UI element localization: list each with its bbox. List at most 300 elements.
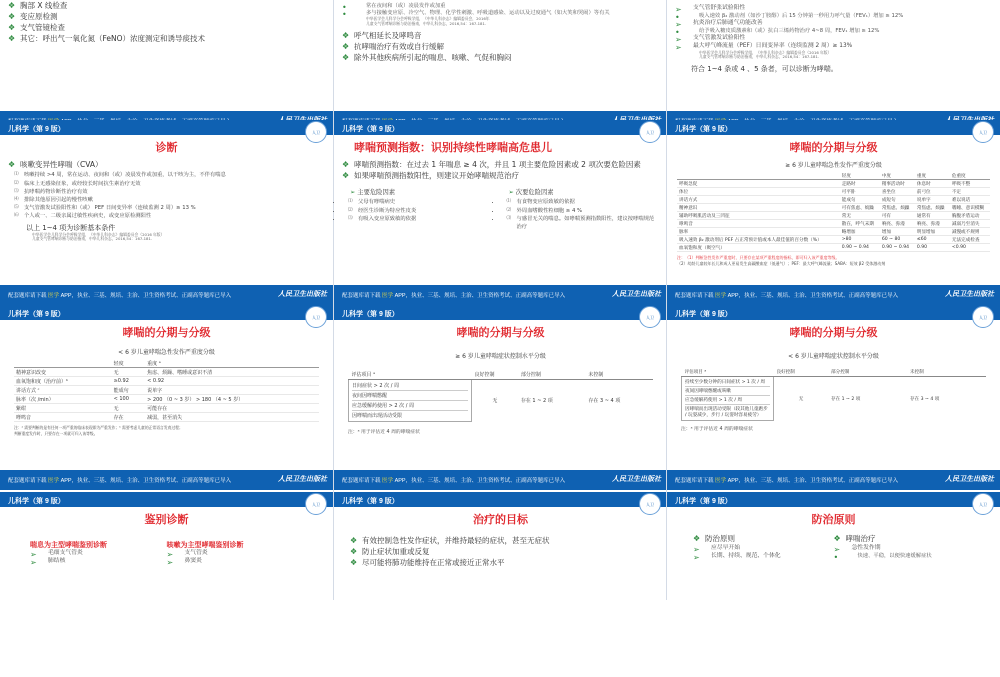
table-cell: 0.90 — [915, 244, 950, 252]
bullet-icon: ➢ — [675, 19, 682, 29]
footer-suffix: APP，执业、三基、规培、主治、卫生资格考试、正副高等题库已导入 — [60, 478, 232, 484]
table-cell: ≤60 — [915, 236, 950, 244]
footer-highlight-link[interactable]: 医学 — [48, 478, 60, 484]
table-row — [677, 236, 990, 244]
list-item: ➢ 鼻窦炎 — [166, 558, 202, 567]
uncontrolled-cell: 存在 3 ~ 4 项 — [588, 398, 621, 405]
citation-note: 儿童支气管哮喘诊断与防治指南，中华儿科杂志，2016,54：167-181. — [699, 54, 820, 60]
table-footnote: （2）幼龄儿童较年长儿和成人更易发生高碳酸血症（低通气）；PEF：最大呼气峰流量；SABA：短效 β2 受体激动剂 — [677, 261, 886, 267]
table-cell: 可有焦虑、烦躁 — [840, 204, 880, 212]
table-cell: 脉率 — [677, 228, 840, 236]
table-cell: 说单字 — [145, 386, 319, 395]
citation-note: 儿童支气管哮喘诊断与防治指南，中华儿科杂志，2016,54：167-181. — [32, 236, 153, 242]
course-header: 儿科学（第 9 版） — [334, 492, 667, 507]
list-item: ➢ 长期、持续、规范、个体化 — [693, 553, 781, 563]
table-header-row — [677, 172, 990, 180]
citation-note: 中华医学会儿科学分会呼吸学组，《中华儿科杂志》编辑委员会（2016 年版） — [699, 49, 832, 55]
col-header: 良好控制 — [471, 370, 517, 380]
table-cell: 血氧饱和度（治疗前）ᵇ — [14, 377, 112, 386]
footer-suffix: APP，执业、三基、规培、主治、卫生资格考试、正副高等题库已导入 — [394, 293, 566, 299]
principle-right — [834, 534, 975, 561]
slide-9[interactable] — [666, 305, 999, 492]
bullet-icon: ❖ — [350, 558, 358, 568]
bullet-icon: ❖ — [350, 536, 358, 546]
goal-list — [350, 536, 651, 568]
table-cell: ≥0.92 — [112, 377, 146, 386]
list-item: ➢ 毛细支气管炎 — [30, 550, 83, 560]
bullet-icon: • — [675, 27, 680, 37]
footer-bar — [0, 470, 333, 490]
table-cell: 60 ~ 80 — [880, 236, 915, 244]
bullet-icon: ❖ — [8, 23, 16, 33]
bullet-icon: ❖ — [342, 171, 350, 181]
publisher-logo: 人民卫生出版社 — [612, 291, 661, 298]
slide-12[interactable] — [666, 492, 999, 600]
bullet-icon: ➢ — [508, 189, 516, 197]
footer-highlight-link[interactable]: 医学 — [715, 293, 727, 299]
bullet-icon: ➢ — [350, 189, 358, 197]
list-item: • ⑵ 外周血嗜酸性粒细胞 ≥ 4 % — [501, 207, 660, 215]
col-header: 轻度 — [840, 172, 880, 180]
table-cell: 略增加 — [840, 228, 880, 236]
publisher-badge-icon: 人卫 — [639, 493, 661, 515]
table-cell: 哮鸣音 — [677, 220, 840, 228]
minor-risk-list — [501, 198, 660, 231]
slide-body — [334, 0, 667, 111]
sub-item: ➢ 急性发作期 — [833, 545, 881, 555]
footer-bar — [667, 470, 1000, 490]
sub-detail: • 快速、平稳，以便快速缓解症状 — [833, 553, 932, 563]
table-cell: 不定 — [950, 188, 990, 196]
list-item: ❖ 除外其他疾病所引起的喘息、咳嗽、气促和胸闷 — [342, 53, 512, 63]
bullet-list — [342, 31, 659, 63]
item-number: • ⑵ — [348, 207, 353, 213]
table-cell: 紫绀 — [14, 404, 112, 413]
list-item: • 常在夜间和（或）凌晨发作或加重 — [342, 3, 446, 12]
table-cell: 喜坐位 — [880, 188, 915, 196]
col-header — [14, 359, 112, 368]
assessment-items: 持续至少数分钟的日间症状 > 1 次 / 周 夜间因哮喘憋醒或咳嗽 应急缓解药使用 > 1 次 / 周 因哮喘而出现活动受限（较其他儿童跑步 / 玩耍减少，步行 / 玩耍时容易疲劳） — [682, 377, 774, 421]
bullet-icon: ❖ — [8, 1, 16, 10]
diagnosis-conclusion: 符合 1~4 条或 4 、5 条者，可以诊断为哮喘。 — [691, 65, 838, 74]
table-cell: 血氧饱和度（吸空气） — [677, 244, 840, 252]
col-header: 良好控制 — [774, 368, 829, 377]
table-row — [677, 220, 990, 228]
cough-column — [167, 536, 304, 566]
col-header: 部分控制 — [518, 370, 586, 380]
minor-risk-column — [501, 185, 660, 231]
table-cell: 0.90 ~ 0.94 — [880, 244, 915, 252]
table-cell: 可能存在 — [145, 404, 319, 413]
list-item: ❖ 支气管镜检查 — [8, 23, 65, 33]
publisher-logo: 人民卫生出版社 — [945, 476, 994, 483]
col-header: 未控制 — [907, 368, 986, 377]
citation-note: 中华医学会儿科学分会呼吸学组，《中华儿科杂志》编辑委员会，2016年 — [366, 16, 490, 22]
table-footnote: 注：ᵃ 需要判断的是有任何一项严重的临床表现即为严重发作；ᵇ 需要考虑儿童的正常语言发育过程； — [14, 425, 183, 431]
well-controlled-cell: 无 — [492, 398, 498, 405]
slide-8[interactable] — [333, 305, 666, 492]
table-footnote: 注：ᵃ 用于评估近 4 周的哮喘症状 — [348, 430, 420, 436]
bullet-icon: ❖ — [342, 31, 350, 41]
item-number: • ⑶ — [506, 215, 512, 221]
course-header: 儿科学（第 9 版） — [0, 492, 333, 507]
footer-prefix: 配套题库请下载 — [342, 293, 381, 299]
footer-suffix: APP，执业、三基、规培、主治、卫生资格考试、正副高等题库已导入 — [60, 293, 232, 299]
slide-body — [667, 135, 1000, 285]
table-cell: 走路时 — [840, 180, 880, 188]
table-cell: 常焦虑、烦躁 — [880, 204, 915, 212]
footer-prefix: 配套题库请下载 — [8, 293, 47, 299]
table-cell: 0.90 ~ 0.94 — [840, 244, 880, 252]
slide-body — [0, 507, 333, 657]
item-number: • ⑵ — [14, 180, 19, 186]
list-item: • ⑶ 抗哮喘药物诊断性治疗有效 — [8, 188, 325, 196]
table-footnote: 注：ᵃ 用于评估近 4 周的哮喘症状 — [681, 427, 753, 433]
col-header: 危重度 — [950, 172, 990, 180]
table-caption: ≥ 6 岁儿童哮喘急性发作严重度分级 — [785, 162, 882, 170]
footer-highlight-link[interactable]: 医学 — [48, 293, 60, 299]
bullet-icon: ❖ — [350, 547, 358, 557]
col-header: 轻度 — [112, 359, 146, 368]
table-cell: 讲话方式 ᶜ — [14, 386, 112, 395]
table-footnote: 判断重度发作时，只要存在一项就可归入该等级。 — [14, 431, 98, 437]
bullet-icon: ➢ — [675, 34, 682, 44]
criterion-detail: • 给予吸入糖皮质激素和（或）抗白三烯药物治疗 4~8 周，FEV₁ 增加 ≥ 12% — [675, 27, 880, 37]
bullet-item: ❖ 哮喘预测指数：在过去 1 年喘息 ≥ 4 次，并且 1 项主要危险因素或 2 项次要危险因素 — [342, 160, 641, 170]
list-item: • ⑷ 排除其他原因引起的慢性咳嗽 — [8, 196, 325, 204]
item-number: • ⑴ — [506, 199, 512, 205]
list-item: ➢ 支气管炎 — [166, 550, 208, 560]
item-number: • ⑶ — [14, 188, 19, 194]
list-item: • ⑹ 个人或一、二级亲属过敏性疾病史，或变应原检测阳性 — [8, 212, 325, 220]
table-cell: 吸入速效 β₂ 激动剂后 PEF 占正常预计值或本人最佳值的百分数（%） — [677, 236, 840, 244]
table-cell: >80 — [840, 236, 880, 244]
slide-body — [667, 507, 1000, 657]
publisher-badge-icon: 人卫 — [305, 306, 327, 328]
citation-note: 中华医学会儿科学分会呼吸学组，《中华儿科杂志》编辑委员会（2016 年版） — [32, 231, 165, 237]
table-cell: 响亮、弥漫 — [915, 220, 950, 228]
table-cell: 减弱乃至消失 — [950, 220, 990, 228]
major-risk-heading: ➢ 主要危险因素 — [350, 189, 396, 197]
footer-suffix: APP，执业、三基、规培、主治、卫生资格考试、正副高等题库已导入 — [727, 478, 899, 484]
list-item: ➢ 肺结核 — [30, 558, 66, 567]
table-row — [677, 196, 990, 204]
table-cell: 体位 — [677, 188, 840, 196]
table-cell: 精神意识 — [677, 204, 840, 212]
table-cell: 能成句 — [112, 386, 146, 395]
table-row — [677, 204, 990, 212]
footer-highlight-link[interactable]: 医学 — [715, 478, 727, 484]
arrow-icon: ➢ — [166, 550, 174, 560]
differential-columns — [30, 536, 303, 566]
table-cell: 稍事活动时 — [880, 180, 915, 188]
table-cell: 散在，呼气末期 — [840, 220, 880, 228]
table-cell: 响亮、弥漫 — [880, 220, 915, 228]
bullet-item: ❖ 哮喘治疗 — [833, 534, 876, 544]
item-number: • ⑴ — [348, 199, 353, 205]
publisher-badge-icon: 人卫 — [305, 493, 327, 515]
bullet-icon: ❖ — [342, 42, 350, 52]
table-cell: 胸腹矛盾运动 — [950, 212, 990, 220]
item-number: • ⑴ — [14, 172, 19, 178]
assessment-items: 日间症状 > 2 次 / 周 夜间因哮喘憋醒 应急缓解药使用 > 2 次 / 周 因哮喘而出现活动受限 — [349, 380, 472, 422]
table-cell: 无 — [112, 368, 146, 377]
col-header: 重度 ᵃ — [145, 359, 319, 368]
course-header: 儿科学（第 9 版） — [667, 120, 1000, 135]
footer-prefix: 配套题库请下载 — [342, 478, 381, 484]
col-header: 重度 — [915, 172, 950, 180]
table-cell: 存在 — [112, 413, 146, 422]
slide-7[interactable] — [0, 305, 333, 492]
major-risk-column — [342, 185, 501, 231]
item-number: • ⑵ — [506, 207, 512, 213]
list-item: ❖ 胸部 X 线检查 — [8, 1, 68, 10]
slide-5[interactable] — [333, 120, 666, 305]
citation-note: 儿童支气管哮喘诊断与防治指南，中华儿科杂志，2016,54：167-181. — [366, 21, 487, 27]
table-row — [14, 413, 319, 422]
footer-bar — [667, 285, 1000, 305]
risk-factor-columns — [342, 185, 659, 231]
criterion-item: ➢ 支气管舒张试验阳性 — [675, 5, 746, 14]
footer-prefix: 配套题库请下载 — [675, 478, 714, 484]
list-item: ❖ 变应原检测 — [8, 12, 58, 22]
slide-2[interactable] — [333, 0, 666, 120]
slide-6[interactable] — [666, 120, 999, 305]
cough-list — [167, 550, 304, 566]
table-cell: 难以说话 — [950, 196, 990, 204]
bullet-icon: ❖ — [833, 534, 841, 544]
slide-title: 诊断 — [155, 141, 178, 154]
slide-body — [0, 320, 333, 470]
list-item: • ⑴ 咳嗽持续 >4 周，常在运动、夜间和（或）凌晨发作或加重，以干咳为主，不伴有喘息 — [8, 171, 325, 179]
table-cell: 呼吸不整 — [950, 180, 990, 188]
principle-columns — [693, 534, 974, 561]
wheeze-heading: 喘息为主型哮喘鉴别诊断 — [30, 541, 107, 550]
slide-body — [334, 135, 667, 285]
publisher-badge-icon: 人卫 — [639, 121, 661, 143]
table-cell: 成短句 — [880, 196, 915, 204]
slide-body — [667, 0, 1000, 111]
table-cell: 讲话方式 — [677, 196, 840, 204]
publisher-badge-icon: 人卫 — [639, 306, 661, 328]
slide-title: 哮喘的分期与分级 — [122, 326, 211, 339]
footer-highlight-link[interactable]: 医学 — [382, 293, 394, 299]
footer-suffix: APP，执业、三基、规培、主治、卫生资格考试、正副高等题库已导入 — [727, 293, 899, 299]
minor-risk-heading: ➢ 次要危险因素 — [508, 189, 554, 197]
arrow-icon: ➢ — [30, 558, 37, 567]
publisher-badge-icon: 人卫 — [305, 121, 327, 143]
col-header: 部分控制 — [828, 368, 907, 377]
criterion-item: ➢ 抗炎治疗后肺通气功能改善 — [675, 19, 763, 29]
footer-suffix: APP，执业、三基、规培、主治、卫生资格考试、正副高等题库已导入 — [394, 478, 566, 484]
col-header: 未控制 — [585, 370, 653, 380]
table-cell: 减弱，甚至消失 — [145, 413, 319, 422]
list-item: ❖ 有效控制急性发作症状，并维持最轻的症状，甚至无症状 — [350, 536, 550, 546]
col-header: 中度 — [880, 172, 915, 180]
slide-title: 治疗的目标 — [473, 513, 528, 526]
slide-10[interactable] — [0, 492, 333, 600]
slide-body — [0, 0, 333, 111]
table-cell: 辅助呼吸肌活动及三凹征 — [677, 212, 840, 220]
table-row — [677, 180, 990, 188]
item-number: • ⑶ — [348, 215, 353, 221]
table-cell: < 100 — [112, 395, 146, 404]
table-cell: 增加 — [880, 228, 915, 236]
slide-body — [334, 507, 667, 657]
slide-11[interactable] — [333, 492, 666, 600]
slide-4[interactable] — [0, 120, 333, 305]
publisher-logo: 人民卫生出版社 — [945, 291, 994, 298]
arrow-icon: ➢ — [693, 545, 700, 555]
table-cell: 无 — [112, 404, 146, 413]
slide-title: 鉴别诊断 — [144, 513, 189, 526]
bullet-icon: • — [342, 10, 347, 20]
footer-bar — [334, 285, 667, 305]
table-cell: 常焦虑、烦躁 — [915, 204, 950, 212]
table-caption: < 6 岁儿童哮喘症状控制水平分级 — [788, 353, 879, 361]
course-header: 儿科学（第 9 版） — [667, 492, 1000, 507]
table-cell: < 0.92 — [145, 377, 319, 386]
arrow-icon: ➢ — [166, 558, 174, 567]
footer-prefix: 配套题库请下载 — [8, 478, 47, 484]
well-controlled-cell: 无 — [798, 396, 804, 402]
bullet-icon: ➢ — [675, 42, 682, 52]
bullet-icon: • — [675, 12, 680, 22]
arrow-icon: ➢ — [833, 545, 841, 555]
slide-title: 哮喘的分期与分级 — [789, 326, 878, 339]
control-table — [681, 368, 986, 421]
bullet-icon: ❖ — [8, 34, 16, 44]
slide-title: 哮喘预测指数：识别持续性哮喘高危患儿 — [354, 141, 552, 154]
list-item: ➢ 应尽早开始 — [693, 545, 740, 555]
slide-title: 哮喘的分期与分级 — [456, 326, 545, 339]
table-cell: 焦虑、烦躁、嗜睡或意识不清 — [145, 368, 319, 377]
footer-highlight-link[interactable]: 医学 — [382, 478, 394, 484]
table-cell: 减慢或不规则 — [950, 228, 990, 236]
partly-controlled-cell: 存在 1 ~ 2 项 — [520, 398, 553, 405]
item-number: • ⑸ — [14, 205, 19, 211]
table-cell: > 200 （0 ~ 3 岁） > 180 （4 ~ 5 岁） — [145, 395, 319, 404]
list-item: ❖ 抗哮喘治疗有效或自行缓解 — [342, 42, 444, 52]
arrow-icon: ➢ — [693, 553, 700, 563]
uncontrolled-cell: 存在 3 ~ 4 项 — [910, 396, 940, 402]
bullet-icon: ❖ — [693, 534, 701, 544]
list-item: • ⑶ 有吸入变应原致敏的依据 — [342, 215, 501, 223]
table-header-row — [14, 359, 319, 368]
item-number: • ⑷ — [14, 196, 19, 202]
principle-left — [693, 534, 834, 561]
table-row — [14, 377, 319, 386]
table-footnote: 注：（1）判断急性发作严重度时，只要存在某项严重程度的指标，即可归入该严重度等级。 — [677, 255, 840, 261]
col-header: 评估项目 ᵃ — [349, 370, 472, 380]
course-header: 儿科学（第 9 版） — [334, 305, 667, 320]
numbered-list — [8, 171, 325, 220]
bullet-icon: ❖ — [342, 160, 350, 170]
item-number: • ⑹ — [14, 213, 19, 219]
bullet-icon: • — [833, 553, 839, 563]
table-row — [677, 244, 990, 252]
bullet-item: ❖ 咳嗽变异性哮喘（CVA） — [8, 160, 103, 170]
bullet-item: ❖ 如果哮喘预测指数阳性，则建议开始哮喘规范治疗 — [342, 171, 519, 181]
severity-table — [14, 359, 319, 422]
table-row — [677, 188, 990, 196]
table-row — [14, 395, 319, 404]
publisher-logo: 人民卫生出版社 — [278, 476, 327, 483]
course-header: 儿科学（第 9 版） — [0, 305, 333, 320]
wheeze-column — [30, 536, 167, 566]
list-item: • ⑴ 有食物变应原致敏的依据 — [501, 198, 660, 206]
partly-controlled-cell: 存在 1 ~ 2 项 — [831, 396, 861, 402]
table-cell: <0.90 — [950, 244, 990, 252]
table-cell: 呼吸急促 — [677, 180, 840, 188]
criterion-item: ➢ 支气管激发试验阳性 — [675, 34, 746, 44]
arrow-icon: ➢ — [30, 550, 37, 560]
slide-1[interactable] — [0, 0, 333, 120]
list-item: ❖ 其它：呼出气一氧化氮（FeNO）浓度测定和诱导痰技术 — [8, 34, 206, 44]
bullet-icon: ➢ — [675, 5, 682, 14]
list-item: • 多与接触变应原、冷空气、物理、化学性刺激、呼吸道感染、运动以及过度通气（如大笑和哭闹）等有关 — [342, 10, 610, 20]
control-table — [348, 370, 653, 422]
criterion-detail: • 吸入速效 β₂ 激动剂（如沙丁胺醇）后 15 分钟第一秒用力呼气量（FEV₁）增加 ≥ 12% — [675, 12, 904, 22]
footer-bar — [334, 470, 667, 490]
table-cell: 可有 — [880, 212, 915, 220]
publisher-badge-icon: 人卫 — [972, 493, 994, 515]
list-item: • ⑴ 父母有哮喘病史 — [342, 198, 501, 206]
criteria-block — [675, 5, 992, 51]
publisher-logo: 人民卫生出版社 — [278, 291, 327, 298]
severity-table — [677, 172, 990, 252]
list-item: • ⑵ 经医生诊断为特应性皮炎 — [342, 207, 501, 215]
slide-3[interactable] — [666, 0, 999, 120]
list-item: ❖ 呼气相延长及哮鸣音 — [342, 31, 422, 41]
major-risk-list — [342, 198, 501, 223]
principle-sub-list — [693, 545, 834, 561]
table-cell: 说单字 — [915, 196, 950, 204]
list-item: ❖ 防止症状加重或反复 — [350, 547, 430, 557]
course-header: 儿科学（第 9 版） — [0, 120, 333, 135]
table-row — [14, 386, 319, 395]
table-row — [14, 404, 319, 413]
table-cell: 明显增加 — [915, 228, 950, 236]
course-header: 儿科学（第 9 版） — [334, 120, 667, 135]
table-row — [14, 368, 319, 377]
table-cell: 通常有 — [915, 212, 950, 220]
col-header: 评估项目 ᵃ — [682, 368, 774, 377]
wheeze-list — [30, 550, 167, 566]
bullet-icon: ❖ — [8, 12, 16, 22]
publisher-badge-icon: 人卫 — [972, 306, 994, 328]
cough-heading: 咳嗽为主型哮喘鉴别诊断 — [166, 541, 244, 550]
bullet-icon: ❖ — [8, 160, 16, 170]
table-row — [677, 212, 990, 220]
table-cell: 脉率（次 /min） — [14, 395, 112, 404]
table-cell: 常无 — [840, 212, 880, 220]
criterion-item: ➢ 最大呼气峰流量（PEF）日间变异率（连续监测 2 周）≥ 13% — [675, 42, 853, 52]
list-item: • ⑶ 与感冒无关的喘息。如哮喘预测指数阳性，建议按哮喘规范治疗 — [501, 215, 660, 231]
table-cell: 精神意识改变 — [14, 368, 112, 377]
bullet-list — [8, 1, 325, 45]
publisher-badge-icon: 人卫 — [972, 121, 994, 143]
col-header — [677, 172, 840, 180]
table-cell: 可平卧 — [840, 188, 880, 196]
slide-title: 哮喘的分期与分级 — [789, 141, 878, 154]
table-row — [677, 228, 990, 236]
table-caption: ≥ 6 岁儿童哮喘症状控制水平分级 — [455, 353, 546, 361]
list-item: • ⑸ 支气管激发试验阳性和（或） PEF 日间变异率（连续监测 2 周）≥ 13 % — [8, 204, 325, 212]
table-cell: 能成句 — [840, 196, 880, 204]
table-cell: 无法完成检查 — [950, 236, 990, 244]
list-item: • ⑵ 临床上无感染征象，或经较长时间抗生素治疗无效 — [8, 180, 325, 188]
